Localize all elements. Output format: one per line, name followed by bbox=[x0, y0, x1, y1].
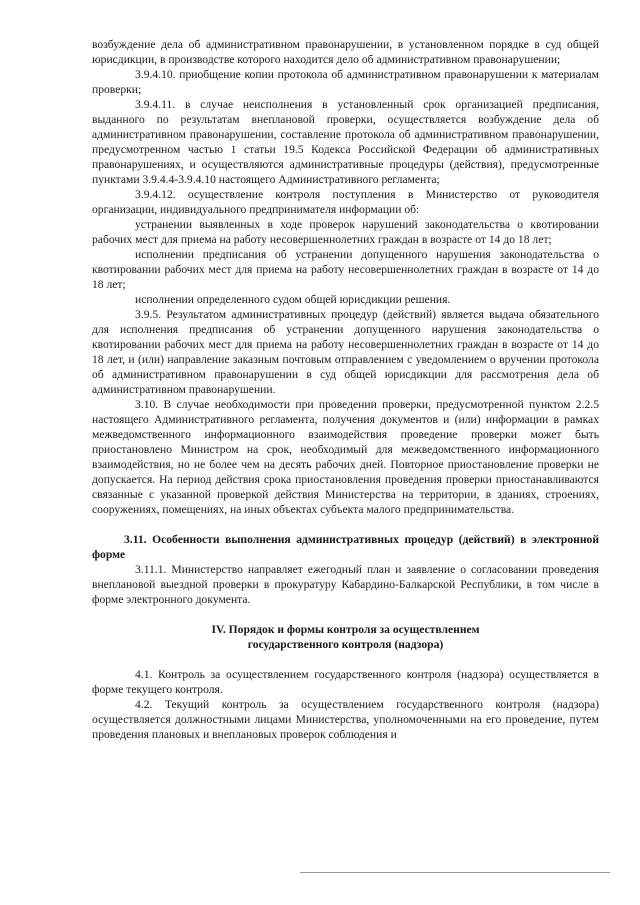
paragraph-court-decision: исполнении определенного судом общей юрисдикции решения. bbox=[135, 293, 451, 306]
section-3-11-heading: 3.11. Особенности выполнения административных процедур (действий) в электронной форме bbox=[92, 533, 599, 561]
paragraph-3-9-5: 3.9.5. Результатом административных процедур (действий) является выдача обязательного для исполнения предписания об устранении допущенного нарушения законодательства о квотировании рабочих мест для приема на работу несовершеннолетних граждан в возрасте от 14 до 18 лет, и (или) направление заказным почтовым отправлением с уведомлением о вручении протокола об административном правонарушении в суд общей юрисдикции для рассмотрения дела об административном правонарушении. bbox=[92, 308, 599, 396]
paragraph-4-1: 4.1. Контроль за осуществлением государственного контроля (надзора) осуществляется в форме текущего контроля. bbox=[92, 668, 599, 696]
section-iv-heading-line2: государственного контроля (надзора) bbox=[247, 638, 444, 651]
paragraph-3-9-4-11: 3.9.4.11. в случае неисполнения в установленный срок организацией предписания, выданного по результатам внеплановой проверки, осуществляется возбуждение дела об административном правонарушении, составление протокола об административном правонарушении, предусмотренном частью 1 статьи 19.5 Кодекса Российской Федерации об административных правонарушениях, и осуществляются административные процедуры (действия), предусмотренные пунктами 3.9.4.4-3.9.4.10 настоящего Административного регламента; bbox=[92, 98, 599, 186]
spacer bbox=[92, 607, 599, 622]
paragraph-continuation: возбуждение дела об административном правонарушении, в установленном порядке в суд общей юрисдикции, в производстве которого находится дело об административном правонарушении; bbox=[92, 38, 599, 66]
document-body bbox=[92, 37, 599, 742]
paragraph-3-11-1: 3.11.1. Министерство направляет ежегодный план и заявление о согласовании проведения внеплановой выездной проверки в прокуратуру Кабардино-Балкарской Республики, в том числе в форме электронного документа. bbox=[92, 563, 599, 606]
paragraph-order-execution: исполнении предписания об устранении допущенного нарушения законодательства о квотировании рабочих мест для приема на работу несовершеннолетних граждан в возрасте от 14 до 18 лет; bbox=[92, 248, 599, 291]
footer-rule bbox=[300, 872, 610, 873]
section-iv-heading-line1: IV. Порядок и формы контроля за осуществлением bbox=[211, 623, 480, 636]
spacer bbox=[92, 517, 599, 532]
paragraph-3-9-4-12: 3.9.4.12. осуществление контроля поступления в Министерство от руководителя организации, индивидуального предпринимателя информации об: bbox=[92, 188, 599, 216]
paragraph-3-9-4-10: 3.9.4.10. приобщение копии протокола об административном правонарушении к материалам проверки; bbox=[92, 68, 599, 96]
paragraph-elimination: устранении выявленных в ходе проверок нарушений законодательства о квотировании рабочих мест для приема на работу несовершеннолетних граждан в возрасте от 14 до 18 лет; bbox=[92, 218, 599, 246]
spacer bbox=[92, 652, 599, 667]
paragraph-3-10: 3.10. В случае необходимости при проведении проверки, предусмотренной пунктом 2.2.5 настоящего Административного регламента, получения документов и (или) информации в рамках межведомственного информационного взаимодействия проведение проверки может быть приостановлено Министром на срок, необходимый для межведомственного информационного взаимодействия, но не более чем на десять рабочих дней. Повторное приостановление проверки не допускается. На период действия срока приостановления проведения проверки приостанавливаются связанные с указанной проверкой действия Министерства на территории, в зданиях, строениях, сооружениях, помещениях, на иных объектах субъекта малого предпринимательства. bbox=[92, 398, 599, 516]
paragraph-4-2: 4.2. Текущий контроль за осуществлением государственного контроля (надзора) осуществляется должностными лицами Министерства, уполномоченными на его проведение, путем проведения плановых и внеплановых проверок соблюдения и bbox=[92, 698, 599, 741]
